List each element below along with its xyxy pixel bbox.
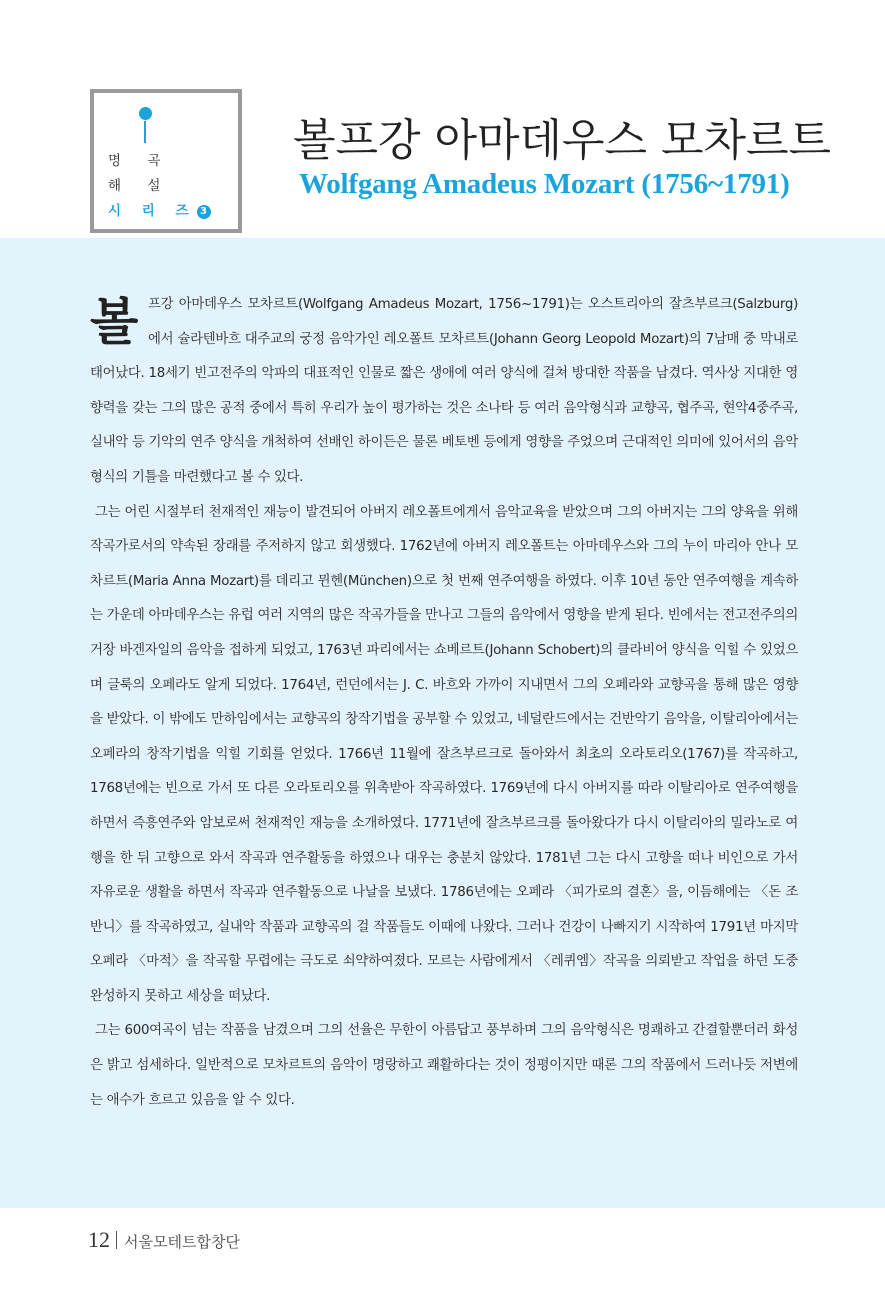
publication-name: 서울모테트합창단 [124, 1233, 240, 1251]
page-number: 12 [88, 1227, 110, 1252]
page-title-korean: 볼프강 아마데우스 모차르트 [293, 115, 832, 166]
paragraph-2: 그는 어린 시절부터 천재적인 재능이 발견되어 아버지 레오폴트에게서 음악교육을 받았으며 그의 아버지는 그의 양육을 위해 작곡가로서의 약속된 장래를 주저하지 않고 회생했다. 1762년에 아버지 레오폴트는 아마데우스와 그의 누이 마리아 안나 모차르트(Maria Anna Mozart)를 데리고 뮌헨(München)으로 첫 번째 연주여행을 하였다. 이후 10년 동안 연주여행을 계속하는 가운데 아마데우스는 유럽 여러 지역의 많은 작곡가들을 만나고 그들의 음악에서 영향을 받게 된다. 빈에서는 전고전주의의 거장 바겐자일의 음악을 접하게 되었고, 1763년 파리에서는 쇼베르트(Johann Schobert)의 클라비어 양식을 익힐 수 있었으며 글룩의 오페라도 알게 되었다. 1764년, 런던에서는 J. C. 바흐와 가까이 지내면서 그의 오페라와 교향곡을 통해 많은 영향을 받았다. 이 밖에도 만하임에서는 교향곡의 창작기법을 공부할 수 있었고, 네덜란드에서는 건반악기 음악을, 이탈리아에서는 오페라의 창작기법을 익힐 기회를 얻었다. 1766년 11월에 잘츠부르크로 돌아와서 최초의 오라토리오(1767)를 작곡하고, 1768년에는 빈으로 가서 또 다른 오라토리오를 위촉받아 작곡하였다. 1769년에 다시 아버지를 따라 이탈리아로 연주여행을 하면서 즉흥연주와 암보로써 천재적인 재능을 소개하였다. 1771년에 잘츠부르크를 돌아왔다가 다시 이탈리아의 밀라노로 여행을 한 뒤 고향으로 와서 작곡과 연주활동을 하였으나 대우는 충분치 않았다. 1781년 그는 다시 고향을 떠나 비인으로 가서 자유로운 생활을 하면서 작곡과 연주활동으로 나날을 보냈다. 1786년에는 오페라 〈피가로의 결혼〉을, 이듬해에는 〈돈 조반니〉를 작곡하였고, 실내악 작품과 교향곡의 걸 작품들도 이때에 나왔다. 그러나 건강이 나빠지기 시작하여 1791년 마지막 오페라 〈마적〉을 작곡할 무렵에는 극도로 쇠약하여졌다. 모르는 사람에게서 〈레퀴엠〉작곡을 의뢰받고 작업을 하던 도중 완성하지 못하고 세상을 떠났다. [90, 504, 799, 1004]
series-label-line3 [108, 199, 211, 224]
pin-line-decoration [144, 121, 146, 143]
page-footer [88, 1227, 240, 1253]
paragraph-1-text: 프강 아마데우스 모차르트(Wolfgang Amadeus Mozart, 1756~1791)는 오스트리아의 잘츠부르크(Salzburg)에서 슐라텐바흐 대주교의 궁정 음악가인 레오폴트 모차르트(Johann Georg Leopold Mozart)의 7남매 중 막내로 태어났다. 18세기 빈고전주의 악파의 대표적인 인물로 짧은 생애에 여러 양식에 걸쳐 방대한 작품을 남겼다. 역사상 지대한 영향력을 갖는 그의 많은 공적 중에서 특히 우리가 높이 평가하는 것은 소나타 등 여러 음악형식과 교향곡, 협주곡, 현악4중주곡, 실내악 등 기악의 연주 양식을 개척하여 선배인 하이든은 물론 베토벤 등에게 영향을 주었으며 근대적인 의미에 있어서의 음악형식의 기틀을 마련했다고 볼 수 있다. [90, 297, 798, 485]
series-label [108, 149, 211, 224]
series-label-line3-text: 시 리 즈 [108, 203, 197, 219]
article-body [90, 288, 798, 1118]
drop-cap: 볼 [90, 292, 138, 351]
page-title-english: Wolfgang Amadeus Mozart (1756~1791) [299, 168, 790, 200]
series-label-line2: 해 설 [108, 178, 172, 194]
series-label-line1: 명 곡 [108, 153, 172, 169]
series-number-badge: 3 [197, 205, 211, 219]
pin-dot-icon [139, 107, 152, 120]
paragraph-3: 그는 600여곡이 넘는 작품을 남겼으며 그의 선율은 무한이 아름답고 풍부하며 그의 음악형식은 명쾌하고 간결할뿐더러 화성은 밝고 섬세하다. 일반적으로 모차르트의 음악이 명랑하고 쾌활하다는 것이 정평이지만 때론 그의 작품에서 드러나듯 저변에는 애수가 흐르고 있음을 알 수 있다. [90, 1023, 798, 1108]
series-label-box [90, 89, 242, 233]
paragraph-1 [90, 288, 798, 496]
footer-separator [116, 1231, 117, 1249]
